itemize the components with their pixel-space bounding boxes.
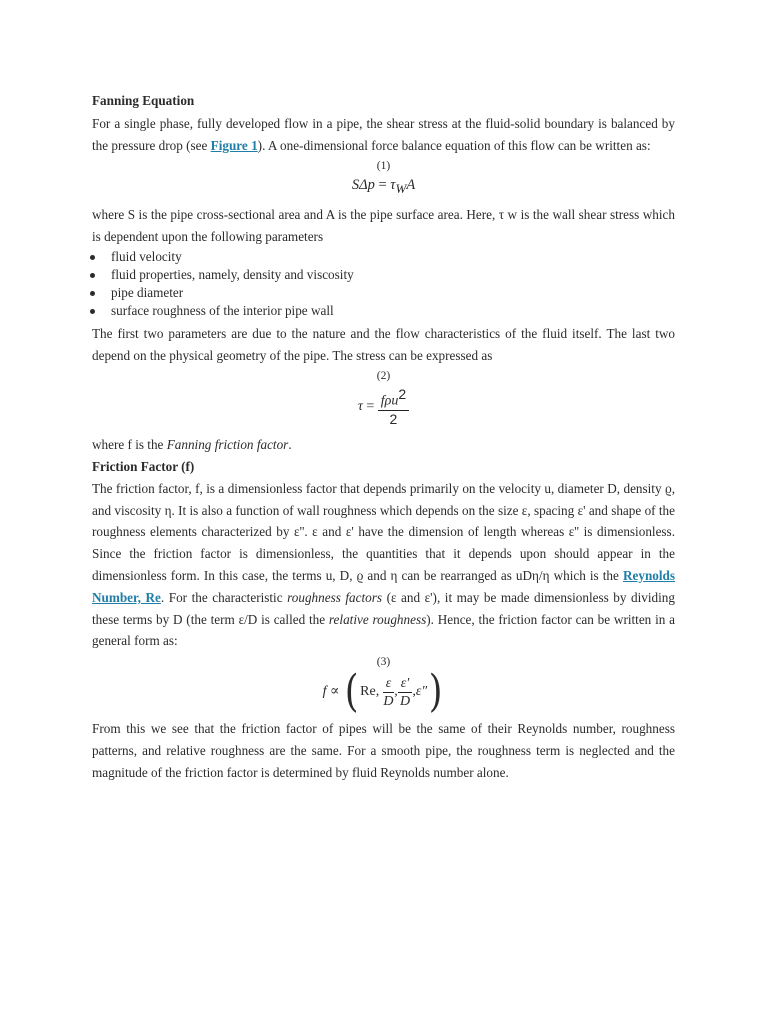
heading-friction-factor: Friction Factor (f) bbox=[92, 458, 195, 474]
eq3-comma-2: , bbox=[412, 684, 416, 700]
parameter-list bbox=[90, 248, 675, 320]
eq2-equals: = bbox=[366, 399, 375, 415]
text: . For the characteristic bbox=[160, 589, 288, 605]
text: ). A one-dimensional force balance equation of this flow can be written as: bbox=[257, 137, 651, 153]
eq3-f1-numerator: ε bbox=[383, 675, 395, 693]
eq2-lhs: τ bbox=[357, 399, 363, 415]
eq1-lhs: SΔp bbox=[351, 177, 375, 194]
list-item bbox=[90, 248, 675, 266]
eq1-sub: W bbox=[395, 181, 407, 197]
eq3-open-paren: ( bbox=[344, 666, 359, 718]
reynolds-number-link[interactable]: Reynolds Number, Re bbox=[92, 567, 675, 605]
paragraph-parameters: The first two parameters are due to the nature and the flow characteristics of the fluid itself. The last two depend on the physical geometry of the pipe. The stress can be expressed as bbox=[92, 325, 675, 363]
list-item bbox=[90, 302, 675, 320]
eq3-re: Re, bbox=[360, 684, 380, 700]
roughness-factors-term: roughness factors bbox=[287, 589, 383, 605]
list-item-label: pipe diameter bbox=[111, 284, 184, 300]
paragraph-fanning-factor bbox=[92, 434, 675, 456]
text: (ε and ε'), it may be made dimensionless by dividing these terms by D (the term ε/D is called the bbox=[92, 589, 675, 627]
list-item-label: fluid velocity bbox=[111, 248, 182, 264]
eq3-f1-denominator: D bbox=[383, 693, 394, 709]
eq1-tau: τ bbox=[390, 177, 396, 194]
equation-3-number: (3) bbox=[376, 656, 391, 669]
eq2-fraction bbox=[378, 386, 409, 428]
eq2-numerator-text: fρu bbox=[380, 394, 399, 410]
eq3-f2-denominator: D bbox=[399, 693, 411, 709]
text: where f is the bbox=[92, 437, 167, 453]
bullet-icon bbox=[90, 273, 95, 278]
paragraph-shear-stress: where S is the pipe cross-sectional area and A is the pipe surface area. Here, τ w is the wall shear stress which is dependent upon the following parameters bbox=[92, 207, 675, 245]
equation-2 bbox=[92, 386, 675, 428]
bullet-icon bbox=[90, 255, 95, 260]
text: . bbox=[288, 437, 292, 453]
equation-1-number: (1) bbox=[376, 160, 391, 173]
eq3-fraction-1 bbox=[383, 675, 395, 710]
figure-1-link[interactable]: Figure 1 bbox=[210, 137, 258, 153]
eq3-f2-numerator: ε′ bbox=[398, 675, 413, 693]
document-body bbox=[92, 90, 675, 783]
bullet-icon bbox=[90, 309, 95, 314]
eq3-fraction-2 bbox=[398, 675, 413, 710]
list-item-label: surface roughness of the interior pipe wall bbox=[111, 302, 334, 318]
equation-1 bbox=[92, 174, 675, 200]
eq3-last: ε″ bbox=[415, 684, 428, 700]
list-item bbox=[90, 266, 675, 284]
eq2-denominator: 2 bbox=[389, 411, 398, 428]
relative-roughness-term: relative roughness bbox=[328, 611, 427, 627]
eq1-rhs: A bbox=[406, 177, 416, 194]
list-item-label: fluid properties, namely, density and viscosity bbox=[111, 266, 354, 282]
eq3-proportional: ∝ bbox=[330, 684, 340, 700]
text: ). Hence, the friction factor can be written in a general form as: bbox=[92, 611, 675, 649]
eq2-exponent: 2 bbox=[398, 386, 407, 403]
eq3-lhs: f bbox=[322, 684, 327, 700]
paragraph-conclusion: From this we see that the friction factor of pipes will be the same of their Reynolds number, roughness patterns, and relative roughness are the same. For a smooth pipe, the roughness term is neglected and the magnitude of the friction factor is determined by fluid Reynolds number alone. bbox=[92, 721, 675, 780]
eq1-equals: = bbox=[378, 177, 387, 194]
heading-fanning-equation: Fanning Equation bbox=[92, 93, 195, 108]
paragraph-intro bbox=[92, 113, 675, 157]
paragraph-friction-factor bbox=[92, 478, 675, 652]
eq2-numerator bbox=[378, 386, 409, 411]
eq3-comma-1: , bbox=[394, 684, 398, 700]
fanning-friction-factor-term: Fanning friction factor bbox=[166, 437, 289, 453]
text: For a single phase, fully developed flow in a pipe, the shear stress at the fluid-solid boundary is balanced by the pressure drop (see bbox=[92, 115, 675, 153]
eq3-close-paren: ) bbox=[428, 666, 443, 718]
equation-3 bbox=[92, 666, 675, 718]
equation-2-number: (2) bbox=[376, 370, 391, 383]
list-item bbox=[90, 284, 675, 302]
text: The friction factor, f, is a dimensionless factor that depends primarily on the velocity u, diameter D, density ϱ, and viscosity η. It is also a function of wall roughness which depends on the size ε, spacing ε' and shape of the roughness elements characterized by ε''. ε and ε' have the dimension of length whereas ε'' is dimensionless. Since the friction factor is dimensionless, the quantities that it depends upon should appear in the dimensionless form. In this case, the terms u, D, ϱ and η can be rearranged as uDη/η which is the bbox=[92, 480, 675, 583]
bullet-icon bbox=[90, 291, 95, 296]
